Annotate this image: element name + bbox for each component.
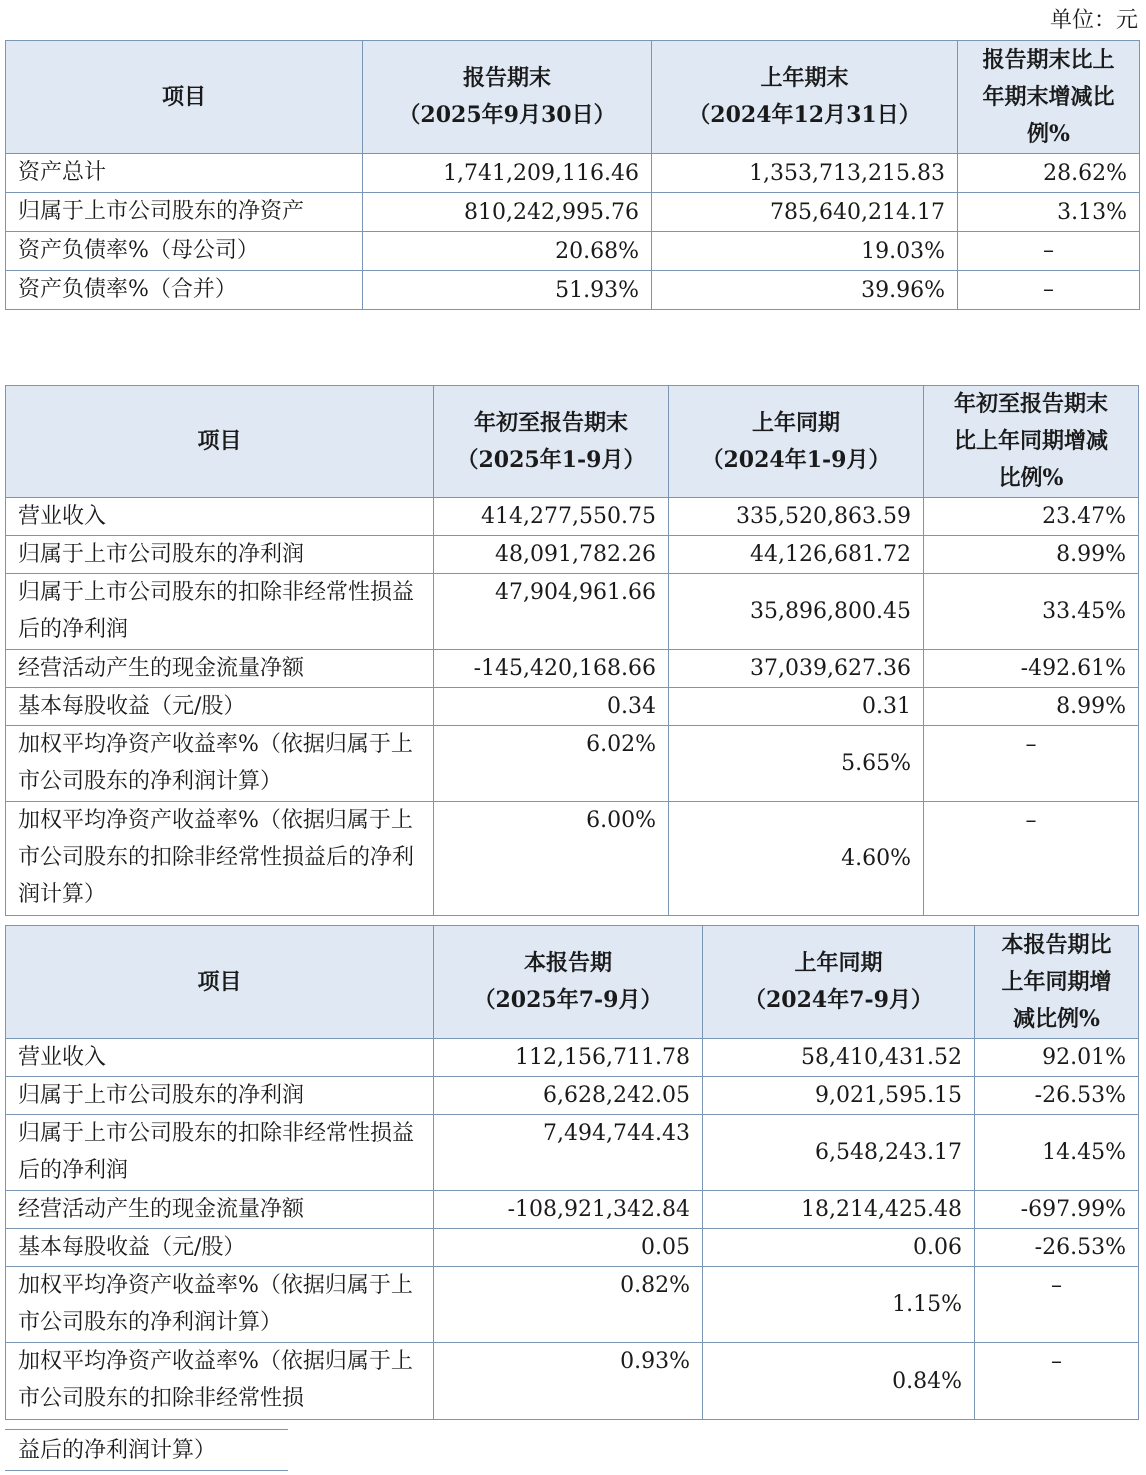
- cell-value: 39.96%: [652, 271, 958, 310]
- table-row: [6, 1267, 1139, 1343]
- cell-change: 33.45%: [924, 574, 1139, 650]
- row-label: 归属于上市公司股东的净利润: [6, 536, 434, 574]
- cell-value: 35,896,800.45: [669, 574, 924, 650]
- cell-value: 47,904,961.66: [434, 574, 669, 650]
- cell-value: 414,277,550.75: [434, 498, 669, 536]
- cell-value: -108,921,342.84: [434, 1191, 703, 1229]
- cell-value: 810,242,995.76: [363, 193, 652, 232]
- header-col1-sub: （2025年9月30日）: [398, 102, 616, 128]
- cell-value: 9,021,595.15: [703, 1077, 975, 1115]
- cell-change: 23.47%: [924, 498, 1139, 536]
- table-row: [6, 271, 1140, 310]
- header-col2: [703, 926, 975, 1039]
- cell-value: -145,420,168.66: [434, 650, 669, 688]
- header-col2-sub: （2024年1-9月）: [701, 446, 891, 473]
- header-col3-line: 减比例%: [1013, 1005, 1100, 1032]
- header-col1-sub: （2025年1-9月）: [456, 446, 646, 473]
- header-col1-title: 年初至报告期末: [473, 409, 628, 436]
- cell-value: 1,353,713,215.83: [652, 154, 958, 193]
- row-label: 营业收入: [6, 1039, 434, 1077]
- header-col3-line: 比上年同期增减: [953, 428, 1108, 454]
- cell-value: 6,628,242.05: [434, 1077, 703, 1115]
- header-col2-sub: （2024年7-9月）: [744, 987, 933, 1013]
- balance-sheet-table: [5, 40, 1140, 310]
- header-col3-line: 例%: [1027, 120, 1070, 147]
- cell-value: 112,156,711.78: [434, 1039, 703, 1077]
- table-row: [6, 1039, 1139, 1077]
- table-row: [6, 1191, 1139, 1229]
- cell-change: –: [924, 802, 1139, 916]
- header-col1-sub: （2025年7-9月）: [473, 987, 663, 1013]
- cell-change: 3.13%: [958, 193, 1140, 232]
- cell-change: 92.01%: [975, 1039, 1139, 1077]
- table-row: [6, 802, 1139, 916]
- cell-value: 5.65%: [669, 726, 924, 802]
- continued-label-tail: 益后的净利润计算）: [18, 1438, 217, 1463]
- table-row: [6, 1077, 1139, 1115]
- table-row: [6, 154, 1140, 193]
- header-col3-line: 年期末增减比: [982, 83, 1115, 110]
- header-col1-title: 报告期末: [462, 65, 551, 91]
- header-item: 项目: [6, 386, 434, 498]
- header-col3-line: 比例%: [998, 465, 1064, 491]
- cell-value: 0.06: [703, 1229, 975, 1267]
- cell-value: 785,640,214.17: [652, 193, 958, 232]
- cell-change: -697.99%: [975, 1191, 1139, 1229]
- cell-change: –: [958, 232, 1140, 271]
- cell-change: -26.53%: [975, 1077, 1139, 1115]
- cell-value: 1.15%: [703, 1267, 975, 1343]
- table-header-row: [6, 926, 1139, 1039]
- header-col1-title: 本报告期: [523, 950, 612, 976]
- table-row: [6, 498, 1139, 536]
- cell-value: 37,039,627.36: [669, 650, 924, 688]
- table-row: [6, 193, 1140, 232]
- header-col2-title: 上年期末: [760, 65, 849, 91]
- row-label: 经营活动产生的现金流量净额: [6, 650, 434, 688]
- header-col3: [958, 41, 1140, 154]
- cell-change: 14.45%: [975, 1115, 1139, 1191]
- quarter-income-table: [5, 925, 1139, 1420]
- table-header-row: [6, 386, 1139, 498]
- unit-label: 单位：元: [1049, 8, 1138, 33]
- cell-value: 0.84%: [703, 1343, 975, 1420]
- header-col3-line: 上年同期增: [1001, 968, 1112, 995]
- row-label: 加权平均净资产收益率%（依据归属于上市公司股东的扣除非经常性损: [6, 1343, 434, 1420]
- cell-value: 0.05: [434, 1229, 703, 1267]
- row-label: 归属于上市公司股东的净利润: [6, 1077, 434, 1115]
- table-row: [6, 650, 1139, 688]
- header-col2: [652, 41, 958, 154]
- cell-change: –: [958, 271, 1140, 310]
- cell-value: 335,520,863.59: [669, 498, 924, 536]
- cell-value: 0.82%: [434, 1267, 703, 1343]
- header-item: 项目: [6, 41, 363, 154]
- cell-value: 6.02%: [434, 726, 669, 802]
- table-header-row: [6, 41, 1140, 154]
- table-row: [6, 536, 1139, 574]
- cell-value: 20.68%: [363, 232, 652, 271]
- cell-value: 6.00%: [434, 802, 669, 916]
- header-col1: [434, 386, 669, 498]
- header-col2: [669, 386, 924, 498]
- table-row: [6, 574, 1139, 650]
- cell-value: 7,494,744.43: [434, 1115, 703, 1191]
- header-col2-sub: （2024年12月31日）: [688, 102, 921, 128]
- row-label: 经营活动产生的现金流量净额: [6, 1191, 434, 1229]
- header-col2-title: 上年同期: [751, 409, 840, 436]
- cell-value: 48,091,782.26: [434, 536, 669, 574]
- cell-change: –: [975, 1267, 1139, 1343]
- cell-value: 19.03%: [652, 232, 958, 271]
- ytd-income-table: [5, 385, 1139, 916]
- header-item: 项目: [6, 926, 434, 1039]
- cell-value: 18,214,425.48: [703, 1191, 975, 1229]
- header-col3-line: 本报告期比: [1001, 931, 1112, 958]
- row-label: 资产负债率%（母公司）: [6, 232, 363, 271]
- cell-change: 8.99%: [924, 688, 1139, 726]
- header-col1: [434, 926, 703, 1039]
- cell-change: –: [975, 1343, 1139, 1420]
- table-row: [6, 726, 1139, 802]
- row-label: 资产总计: [6, 154, 363, 193]
- row-label: 归属于上市公司股东的扣除非经常性损益后的净利润: [6, 1115, 434, 1191]
- header-col3: [924, 386, 1139, 498]
- row-label: 归属于上市公司股东的净资产: [6, 193, 363, 232]
- cell-value: 58,410,431.52: [703, 1039, 975, 1077]
- table-row: [6, 1115, 1139, 1191]
- row-label: 资产负债率%（合并）: [6, 271, 363, 310]
- table-row: [6, 688, 1139, 726]
- row-label: 加权平均净资产收益率%（依据归属于上市公司股东的净利润计算）: [6, 726, 434, 802]
- cell-value: 51.93%: [363, 271, 652, 310]
- cell-change: -26.53%: [975, 1229, 1139, 1267]
- row-label: 基本每股收益（元/股）: [6, 1229, 434, 1267]
- header-col2-title: 上年同期: [794, 950, 883, 976]
- row-label: 加权平均净资产收益率%（依据归属于上市公司股东的扣除非经常性损益后的净利润计算）: [6, 802, 434, 916]
- cell-change: –: [924, 726, 1139, 802]
- table-row: [6, 232, 1140, 271]
- row-label: 归属于上市公司股东的扣除非经常性损益后的净利润: [6, 574, 434, 650]
- cell-value: 6,548,243.17: [703, 1115, 975, 1191]
- row-label: 基本每股收益（元/股）: [6, 688, 434, 726]
- page-continuation-cell: [5, 1429, 288, 1471]
- cell-value: 1,741,209,116.46: [363, 154, 652, 193]
- cell-value: 0.93%: [434, 1343, 703, 1420]
- table-row: [6, 1343, 1139, 1420]
- cell-value: 44,126,681.72: [669, 536, 924, 574]
- header-col3-line: 报告期末比上: [982, 46, 1115, 73]
- cell-change: 8.99%: [924, 536, 1139, 574]
- cell-value: 4.60%: [669, 802, 924, 916]
- header-col3-line: 年初至报告期末: [953, 391, 1108, 417]
- cell-value: 0.31: [669, 688, 924, 726]
- cell-change: -492.61%: [924, 650, 1139, 688]
- header-col1: [363, 41, 652, 154]
- cell-value: 0.34: [434, 688, 669, 726]
- cell-change: 28.62%: [958, 154, 1140, 193]
- row-label: 加权平均净资产收益率%（依据归属于上市公司股东的净利润计算）: [6, 1267, 434, 1343]
- table-row: [6, 1229, 1139, 1267]
- row-label: 营业收入: [6, 498, 434, 536]
- header-col3: [975, 926, 1139, 1039]
